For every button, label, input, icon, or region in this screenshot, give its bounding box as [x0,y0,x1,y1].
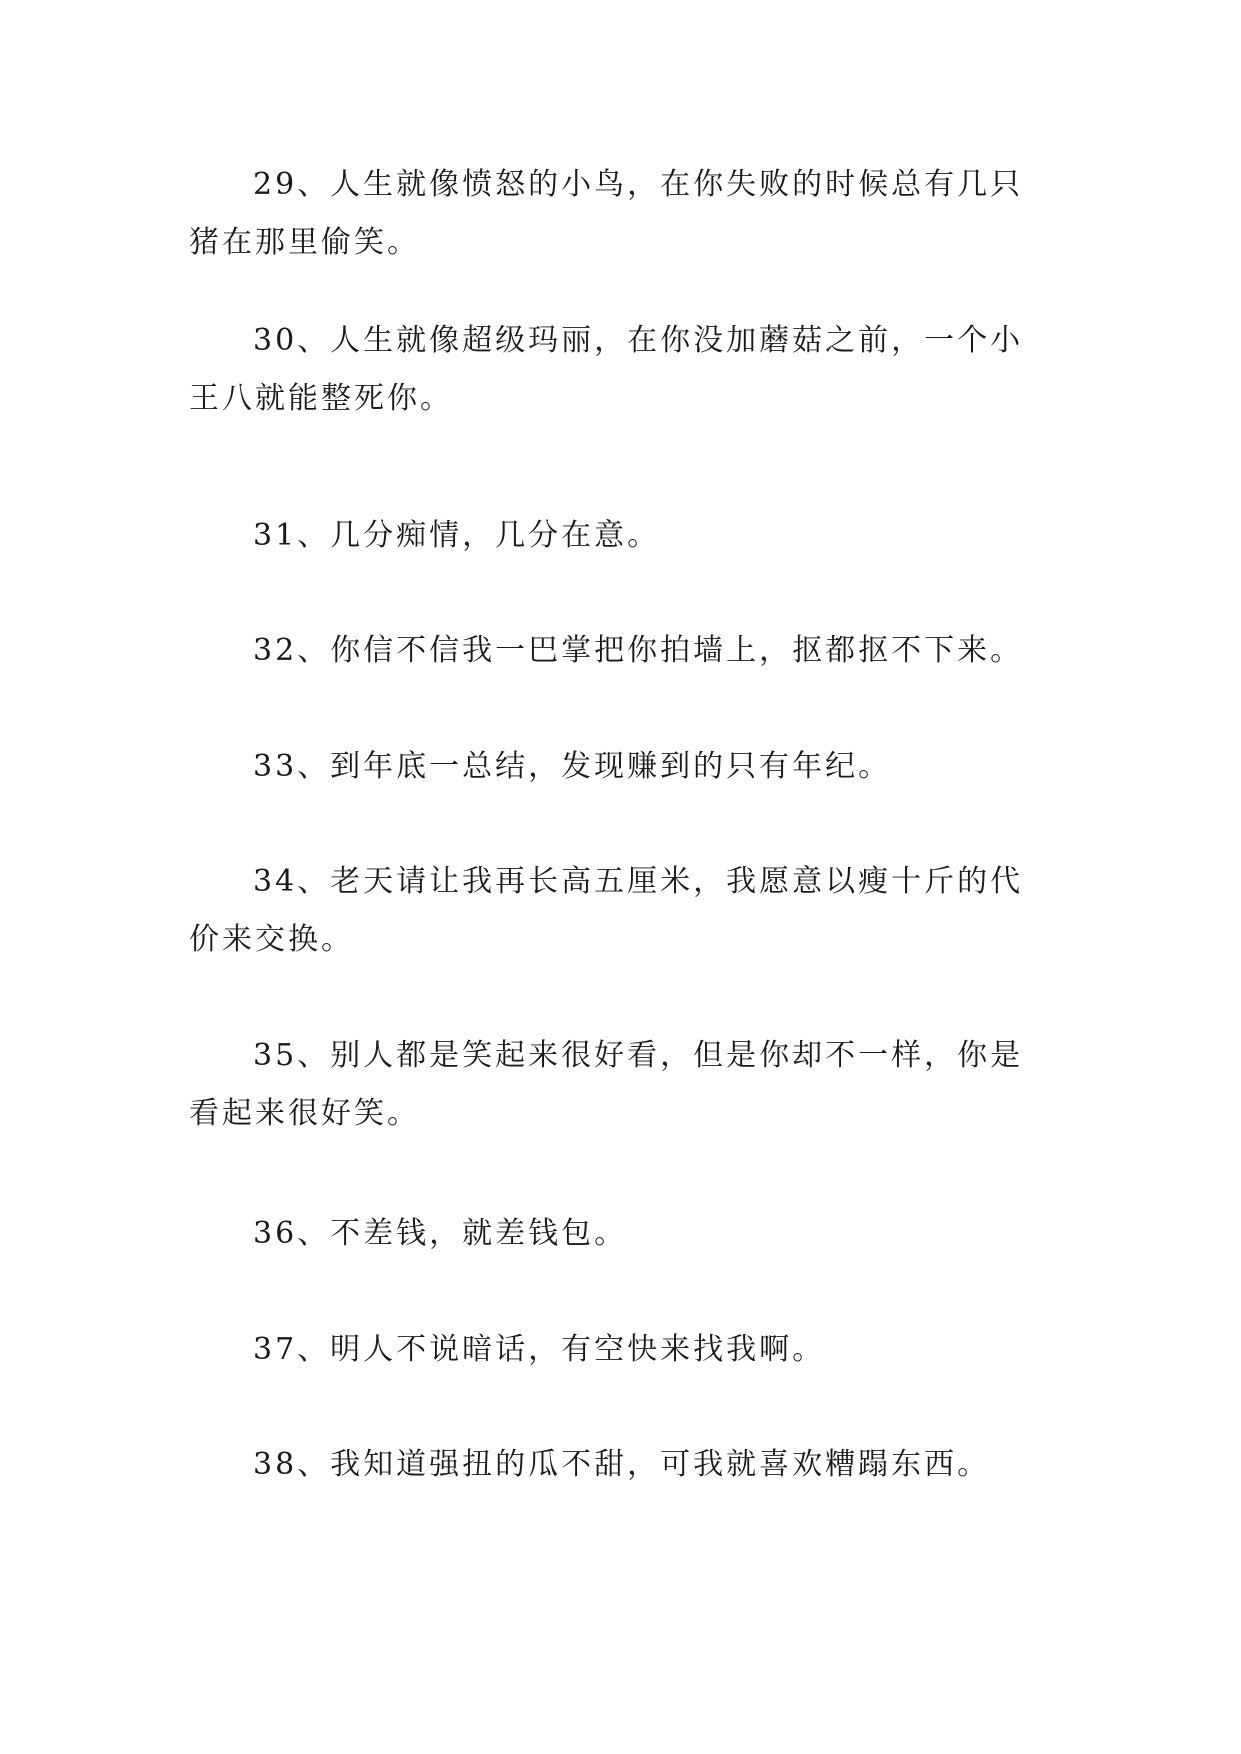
paragraph-35: 35、别人都是笑起来很好看，但是你却不一样，你是看起来很好笑。 [189,1038,1024,1131]
paragraph-29: 29、人生就像愤怒的小鸟，在你失败的时候总有几只猪在那里偷笑。 [189,167,1024,260]
paragraph-32: 32、你信不信我一巴掌把你拍墙上，抠都抠不下来。 [253,633,1024,668]
paragraph-36: 36、不差钱，就差钱包。 [253,1216,628,1251]
paragraph-33: 33、到年底一总结，发现赚到的只有年纪。 [253,749,892,784]
paragraph-34: 34、老天请让我再长高五厘米，我愿意以瘦十斤的代价来交换。 [189,864,1024,957]
paragraph-38: 38、我知道强扭的瓜不甜，可我就喜欢糟蹋东西。 [253,1447,991,1482]
paragraph-37: 37、明人不说暗话，有空快来找我啊。 [253,1332,826,1367]
paragraph-31: 31、几分痴情，几分在意。 [253,518,661,553]
paragraph-30: 30、人生就像超级玛丽，在你没加蘑菇之前，一个小王八就能整死你。 [189,323,1024,416]
